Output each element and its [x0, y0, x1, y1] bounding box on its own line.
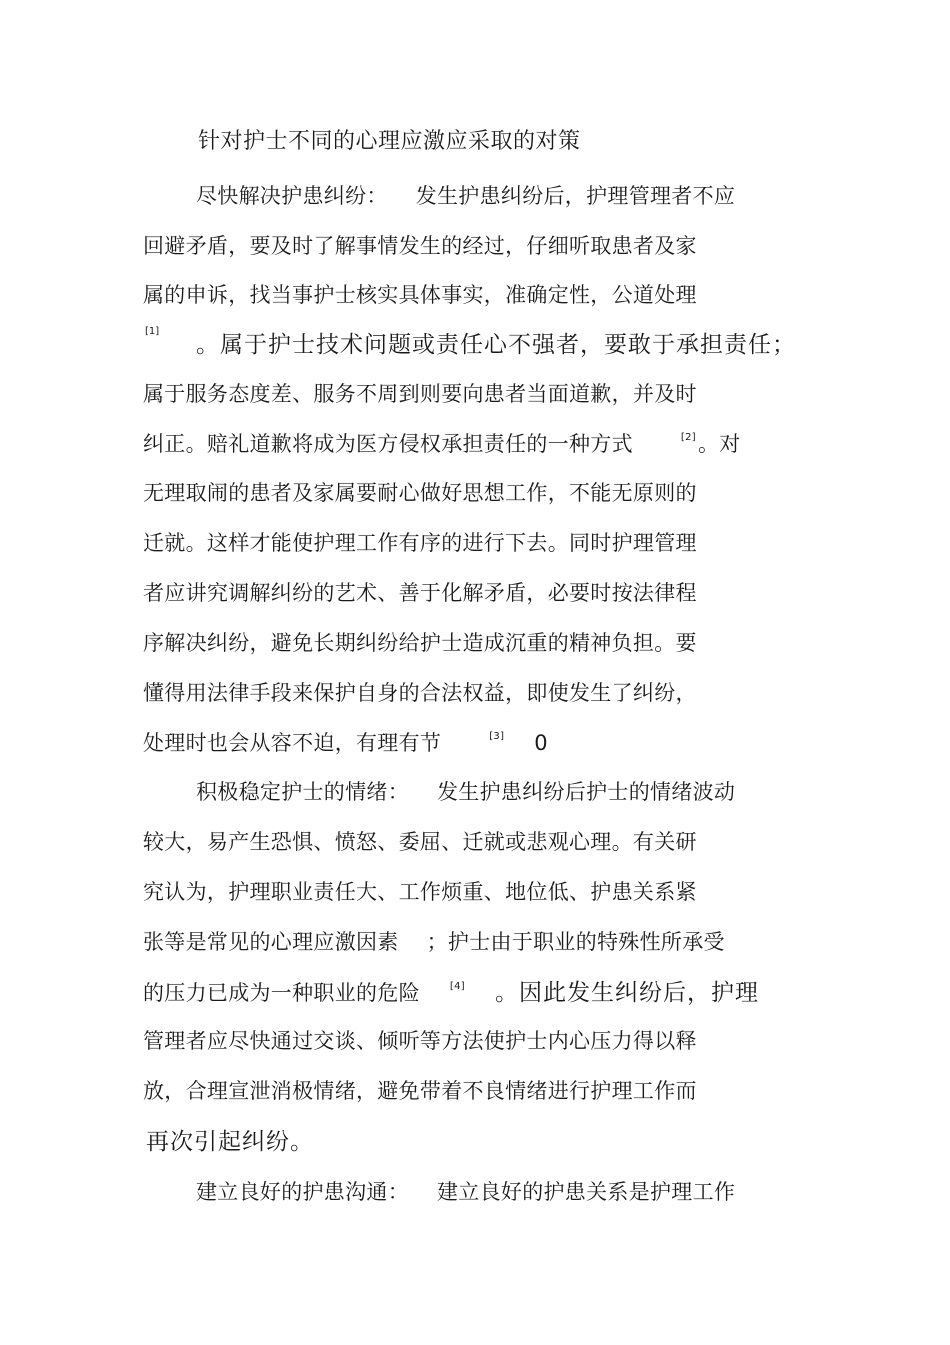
citation-ref: [1]	[145, 326, 160, 337]
text-span: 发生护患纠纷后护士的情绪波动	[437, 780, 736, 804]
text-span: 建立良好的护患关系是护理工作	[437, 1180, 736, 1204]
text-span: 。因此发生纠纷后，护理	[494, 980, 759, 1006]
paragraph-line: 迁就。这样才能使护理工作有序的进行下去。同时护理管理	[143, 531, 697, 555]
paragraph-line: 无理取闹的患者及家属要耐心做好思想工作，不能无原则的	[143, 481, 697, 505]
paragraph-line	[196, 776, 735, 806]
paragraph-line: 属的申诉，找当事护士核实具体事实，准确定性，公道处理	[143, 283, 697, 307]
citation-ref: [4]	[449, 981, 465, 992]
citation-ref: [3]	[489, 731, 505, 742]
paragraph-line: 序解决纠纷，避免长期纠纷给护士造成沉重的精神负担。要	[143, 631, 697, 655]
citation-ref: [2]	[680, 432, 696, 443]
paragraph-line	[143, 926, 725, 956]
paragraph-line	[143, 727, 548, 757]
paragraph-line: 再次引起纠纷。	[146, 1129, 314, 1155]
text-span: 张等是常见的心理应激因素	[143, 930, 399, 954]
paragraph-line: 。属于护士技术问题或责任心不强者，要敢于承担责任；	[196, 332, 796, 358]
paragraph-line: 懂得用法律手段来保护自身的合法权益，即使发生了纠纷，	[143, 681, 697, 705]
paragraph-line	[196, 180, 735, 210]
paragraph-line: 属于服务态度差、服务不周到则要向患者当面道歉，并及时	[143, 382, 697, 406]
text-span: 0	[534, 731, 548, 755]
paragraph-line: 较大，易产生恐惧、愤怒、委屈、迁就或悲观心理。有关研	[143, 830, 697, 854]
paragraph-line: 究认为，护理职业责任大、工作烦重、地位低、护患关系紧	[143, 880, 697, 904]
text-span: 发生护患纠纷后，护理管理者不应	[415, 184, 736, 208]
paragraph-line: 放，合理宣泄消极情绪，避免带着不良情绪进行护理工作而	[143, 1079, 697, 1103]
text-span: 的压力已成为一种职业的危险	[143, 981, 420, 1005]
page-title: 针对护士不同的心理应激应采取的对策	[198, 129, 581, 154]
section-heading: 积极稳定护士的情绪：	[196, 780, 409, 804]
paragraph-line	[196, 1176, 735, 1206]
text-span: ；护士由于职业的特殊性所承受	[426, 930, 725, 954]
text-span: 处理时也会从容不迫，有理有节	[143, 731, 442, 755]
paragraph-line: 回避矛盾，要及时了解事情发生的经过，仔细听取患者及家	[143, 234, 697, 258]
text-span: 。对	[697, 432, 741, 456]
paragraph-line: 者应讲究调解纠纷的艺术、善于化解矛盾，必要时按法律程	[143, 581, 697, 605]
section-heading: 尽快解决护患纠纷：	[196, 184, 388, 208]
paragraph-line	[143, 428, 741, 458]
paragraph-line	[143, 974, 759, 1007]
paragraph-line: 管理者应尽快通过交谈、倾听等方法使护士内心压力得以释	[143, 1029, 697, 1053]
text-span: 纠正。赔礼道歉将成为医方侵权承担责任的一种方式	[143, 432, 633, 456]
section-heading: 建立良好的护患沟通：	[196, 1180, 409, 1204]
